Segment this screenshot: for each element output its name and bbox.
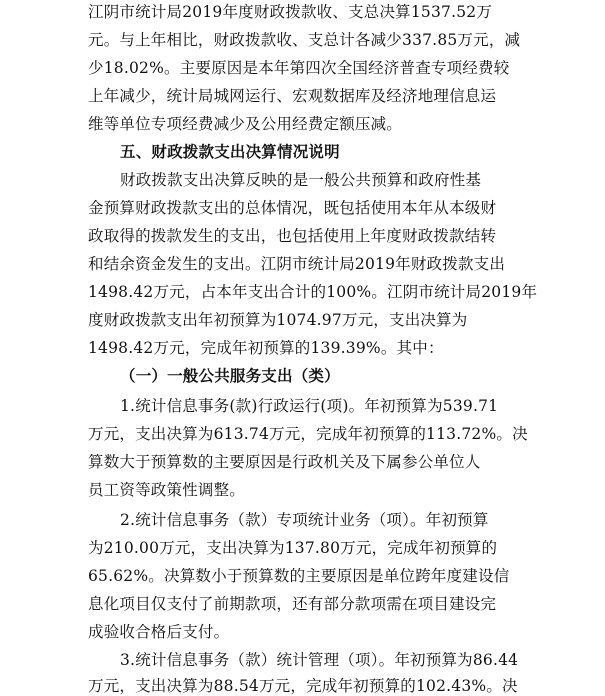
paragraph-line: 息化项目仅支付了前期款项，还有部分款项需在项目建设完 — [88, 595, 497, 613]
subsection-heading: （一）一般公共服务支出（类） — [120, 367, 340, 385]
paragraph-line: 万元，支出决算为613.74万元，完成年初预算的113.72%。决 — [88, 425, 528, 443]
paragraph-line: 少18.02%。主要原因是本年第四次全国经济普查专项经费较 — [88, 59, 510, 77]
paragraph-line: 维等单位专项经费减少及公用经费定额压减。 — [88, 115, 403, 133]
paragraph-line: 2.统计信息事务（款）专项统计业务（项）。年初预算 — [120, 511, 489, 529]
paragraph-line: 万元，支出决算为88.54万元，完成年初预算的102.43%。决 — [88, 677, 518, 695]
paragraph-line: 政取得的拨款发生的支出，也包括使用上年度财政拨款结转 — [88, 227, 497, 245]
paragraph-line: 金预算财政拨款支出的总体情况，既包括使用本年从本级财 — [88, 199, 497, 217]
paragraph-line: 财政拨款支出决算反映的是一般公共预算和政府性基 — [120, 171, 482, 189]
section-heading: 五、财政拨款支出决算情况说明 — [120, 143, 340, 161]
paragraph-line: 员工资等政策性调整。 — [88, 481, 246, 499]
paragraph-line: 度财政拨款支出年初预算为1074.97万元，支出决算为 — [88, 311, 468, 329]
paragraph-line: 1498.42万元，完成年初预算的139.39%。其中： — [88, 339, 444, 357]
paragraph-line: 算数大于预算数的主要原因是行政机关及下属参公单位人 — [88, 453, 481, 471]
paragraph-line: 1.统计信息事务(款)行政运行(项)。年初预算为539.71 — [120, 397, 499, 415]
paragraph-line: 上年减少，统计局城网运行、宏观数据库及经济地理信息运 — [88, 87, 497, 105]
paragraph-line: 为210.00万元，支出决算为137.80万元，完成年初预算的 — [88, 539, 498, 557]
paragraph-line: 3.统计信息事务（款）统计管理（项）。年初预算为86.44 — [120, 651, 519, 669]
paragraph-line: 65.62%。决算数小于预算数的主要原因是单位跨年度建设信 — [88, 567, 510, 585]
paragraph-line: 和结余资金发生的支出。江阴市统计局2019年财政拨款支出 — [88, 255, 506, 273]
paragraph-line: 江阴市统计局2019年度财政拨款收、支总决算1537.52万 — [88, 3, 493, 21]
paragraph-line: 元。与上年相比，财政拨款收、支总计各减少337.85万元，减 — [88, 31, 521, 49]
paragraph-line: 成验收合格后支付。 — [88, 623, 230, 641]
paragraph-line: 1498.42万元，占本年支出合计的100%。江阴市统计局2019年 — [88, 283, 538, 301]
